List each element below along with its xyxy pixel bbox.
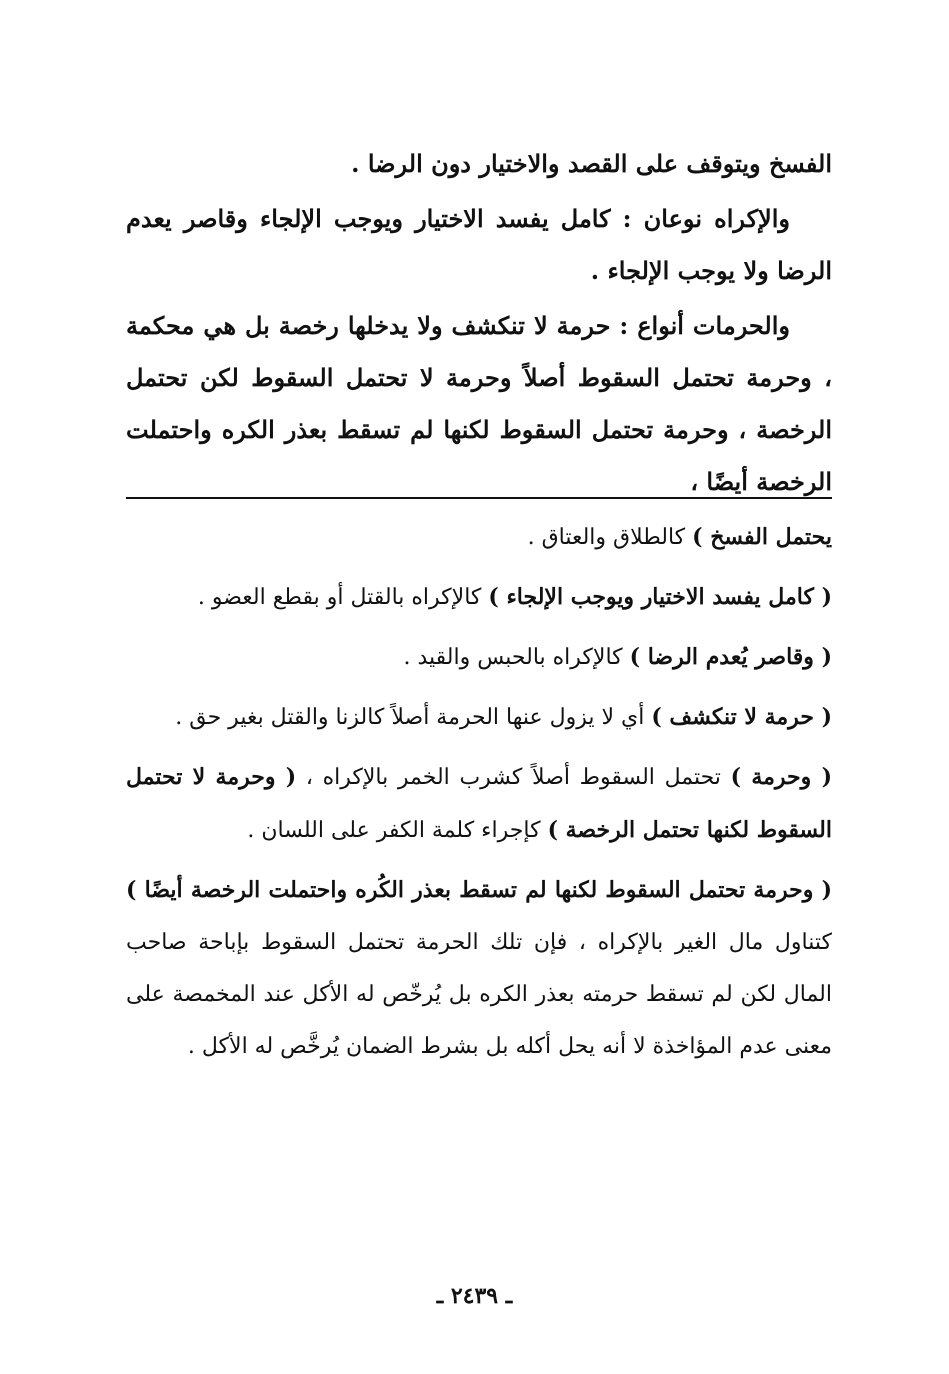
footnote-1-text: كالطلاق والعتاق . <box>527 525 693 550</box>
footnote-separator <box>126 497 832 499</box>
footnote-3-text: كالإكراه بالحبس والقيد . <box>403 645 630 670</box>
footnote-1 <box>126 511 832 564</box>
footnote-6 <box>126 864 832 1073</box>
main-paragraph-1: الفسخ ويتوقف على القصد والاختيار دون الرضا . <box>351 149 832 178</box>
footnote-5-text: تحتمل السقوط أصلاً كشرب الخمر بالإكراه ، <box>296 765 731 790</box>
footnote-5-term-2: ( وحرمة لا تحتمل السقوط لكنها تحتمل الرخصة ) <box>126 764 832 843</box>
footnote-3 <box>126 631 832 684</box>
footnotes <box>126 511 832 1080</box>
footnote-4-text: أي لا يزول عنها الحرمة أصلاً كالزنا والقتل بغير حق . <box>175 705 652 730</box>
footnote-4-term: ( حرمة لا تنكشف ) <box>651 704 832 730</box>
footnote-4 <box>126 691 832 744</box>
footnote-2-text: كالإكراه بالقتل أو بقطع العضو . <box>197 585 489 610</box>
main-paragraph-2: والإكراه نوعان : كامل يفسد الاختيار ويوجب الإلجاء وقاصر يعدم الرضا ولا يوجب الإلجاء . <box>126 204 832 285</box>
footnote-2 <box>126 571 832 624</box>
footnote-5-text-2: كإجراء كلمة الكفر على اللسان . <box>247 818 548 843</box>
main-paragraph-3: والحرمات أنواع : حرمة لا تنكشف ولا يدخلها رخصة بل هي محكمة ، وحرمة تحتمل السقوط أصلاً وحرمة لا تحتمل السقوط لكن تحتمل الرخصة ، وحرمة تحتمل السقوط لكنها لم تسقط بعذر الكره واحتملت الرخصة أيضًا ، <box>126 311 832 496</box>
footnote-6-term: ( وحرمة تحتمل السقوط لكنها لم تسقط بعذر الكُره واحتملت الرخصة أيضًا ) <box>126 877 832 903</box>
footnote-2-term: ( كامل يفسد الاختيار ويوجب الإلجاء ) <box>488 584 832 610</box>
footnote-5 <box>126 751 832 857</box>
footnote-6-text: كتناول مال الغير بالإكراه ، فإن تلك الحرمة تحتمل السقوط بإباحة صاحب المال لكن لم تسقط حرمته بعذر الكره بل يُرخّص له الأكل عند المخمصة على معنى عدم المؤاخذة لا أنه يحل أكله بل بشرط الضمان يُرخَّص له الأكل . <box>126 930 832 1059</box>
main-text <box>126 138 832 511</box>
footnote-5-term: ( وحرمة ) <box>730 764 833 790</box>
footnote-1-term: يحتمل الفسخ ) <box>692 524 832 550</box>
footnote-3-term: ( وقاصر يُعدم الرضا ) <box>629 644 832 670</box>
page-number: ـ ٢٤٣٩ ـ <box>436 1283 513 1309</box>
